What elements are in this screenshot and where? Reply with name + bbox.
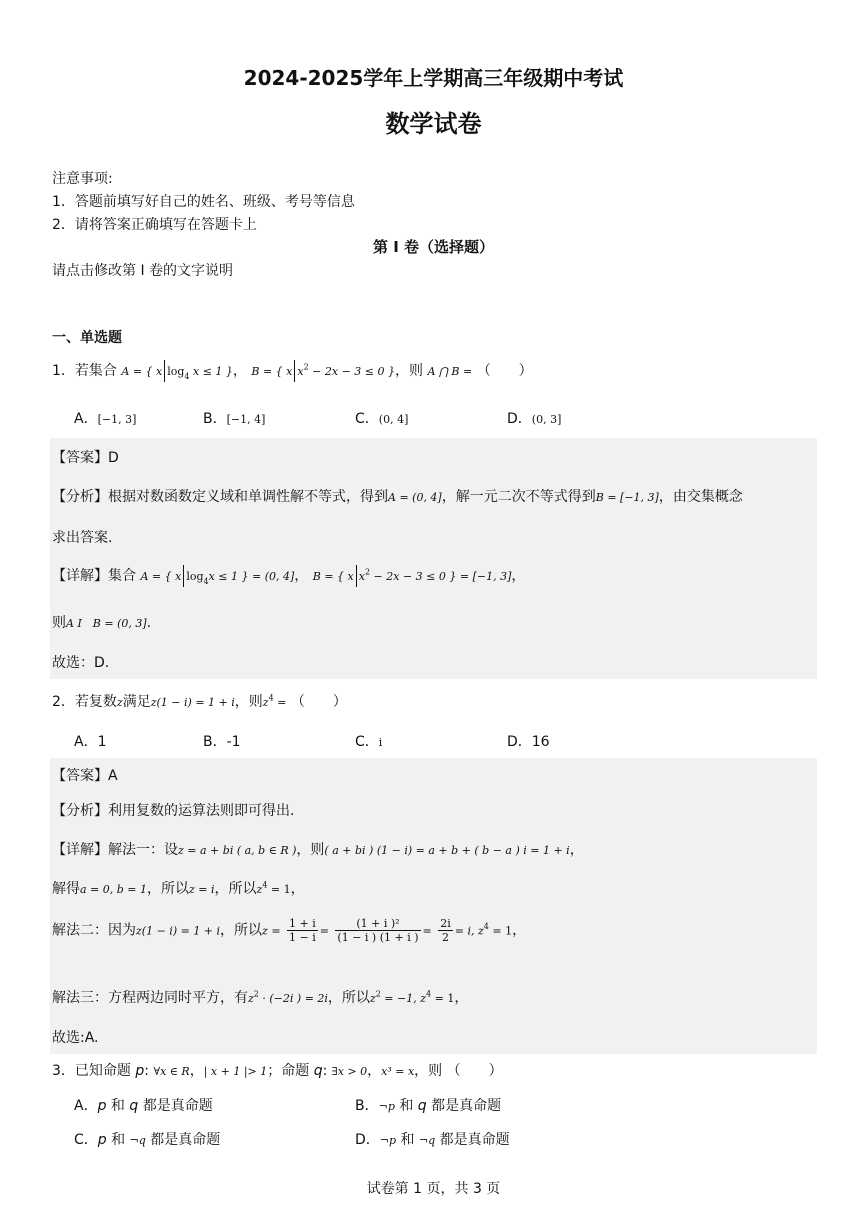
q2-cond: z(1 − i) = 1 + i — [150, 696, 235, 709]
frac-num: 2i — [440, 917, 451, 930]
option-q: q — [417, 1098, 427, 1114]
q3-p-cond2: | x + 1 |> 1 — [203, 1065, 268, 1078]
m3-res-eq: = 1 — [431, 992, 455, 1005]
m3-res-sup: 2 — [375, 989, 381, 999]
q3-p-cond1: ∀x ∈ R — [153, 1065, 190, 1078]
q2-then: ，则 — [234, 694, 263, 710]
q1-setA-cond: log — [167, 365, 185, 378]
question-1 — [52, 360, 533, 382]
q3-option-b[interactable] — [355, 1095, 501, 1115]
q3-q-cond1: ∃x > 0 — [331, 1065, 368, 1078]
answer-tag: 【答案】 — [52, 450, 108, 466]
q3-number: 3． — [52, 1063, 75, 1079]
option-label: D． — [355, 1132, 380, 1148]
q2-z: z — [116, 696, 123, 709]
option-text: 都是真命题 — [435, 1132, 510, 1148]
detail-end: . — [146, 615, 152, 631]
analysis-text: ，由交集概念 — [658, 489, 743, 505]
option-label: B． — [203, 411, 227, 427]
detail-setB-cond: x — [358, 570, 365, 583]
option-label: C． — [355, 734, 379, 750]
m2-z: z = — [262, 924, 281, 938]
m2-cond: z(1 − i) = 1 + i — [136, 924, 221, 938]
detail-setB-rest: − 2x − 3 ≤ 0 } = [−1, 3] — [370, 570, 512, 583]
page-footer: 试卷第 1 页，共 3 页 — [366, 1181, 501, 1197]
q1-option-c[interactable] — [355, 408, 408, 428]
m1b-ab: a = 0, b = 1 — [80, 883, 148, 896]
detail-end: ， — [454, 990, 469, 1006]
detail-text: 解法三：方程两边同时平方，有 — [52, 990, 248, 1006]
q1-option-a[interactable] — [74, 408, 136, 428]
option-label: B． — [355, 1098, 379, 1114]
option-text: 和 — [394, 1098, 418, 1114]
set-bar — [294, 360, 295, 382]
analysis-text: 利用复数的运算法则即可得出. — [108, 803, 295, 819]
q1-comma: ， — [232, 363, 247, 379]
m3-eq: z — [248, 992, 254, 1005]
option-p: p — [97, 1098, 107, 1114]
m1b-z4: z — [256, 883, 263, 896]
q1-analysis — [52, 486, 743, 506]
q1-paren: （ ） — [476, 363, 533, 379]
detail-text: 集合 — [108, 568, 136, 584]
detail-text: 则 — [52, 615, 66, 631]
option-not-q: ¬q — [129, 1134, 146, 1147]
option-text: 都是真命题 — [426, 1098, 502, 1114]
notice-item-1: 1．答题前填写好自己的姓名、班级、考号等信息 — [52, 194, 355, 210]
frac-den: 1 − i — [289, 931, 316, 944]
notice-item-2: 2．请将答案正确填写在答题卡上 — [52, 217, 257, 233]
q2-number: 2． — [52, 694, 75, 710]
q1-detail — [52, 565, 525, 587]
option-label: A． — [74, 411, 98, 427]
option-value: (0, 4] — [378, 413, 409, 426]
answer-tag: 【答案】 — [52, 768, 108, 784]
analysis-text: 根据对数函数定义域和单调性解不等式，得到 — [108, 489, 388, 505]
detail-setA-sub: 4 — [203, 576, 209, 586]
exam-title: 2024-2025学年上学期高三年级期中考试 — [243, 66, 624, 90]
detail-end: ， — [290, 881, 305, 897]
q2-option-d[interactable]: D．16 — [507, 734, 550, 750]
m3-res-rest: = −1, z — [380, 992, 427, 1005]
q2-method-1 — [52, 839, 584, 859]
q3-paren: （ ） — [446, 1063, 503, 1079]
option-text: 都是真命题 — [145, 1132, 221, 1148]
q2-expr-sup: 4 — [268, 693, 274, 703]
exam-subtitle: 数学试卷 — [385, 110, 482, 138]
option-text: 和 — [106, 1132, 130, 1148]
q3-q-cond2: x³ = x — [381, 1065, 415, 1078]
m2-tail-sup: 4 — [483, 921, 489, 931]
detail-text: 解法一：设 — [108, 842, 178, 858]
detail-setA-cond: log — [186, 570, 204, 583]
detail-text: ，所以 — [327, 990, 370, 1006]
notice-heading: 注意事项: — [52, 171, 113, 187]
q1-answer — [52, 447, 119, 467]
q2-pre: 若复数 — [74, 694, 117, 710]
q1-analysis-cont: 求出答案. — [52, 530, 113, 546]
detail-setA-rest: x ≤ 1 } = (0, 4] — [208, 570, 295, 583]
q2-answer — [52, 765, 118, 785]
q3-pre: 已知命题 — [74, 1063, 131, 1079]
option-text: 都是真命题 — [138, 1098, 213, 1114]
analysis-tag: 【分析】 — [52, 489, 108, 505]
m2-eq: = — [319, 924, 329, 938]
q1-solution-box — [50, 438, 817, 679]
q1-setB-cond: x — [297, 365, 304, 378]
set-bar — [164, 360, 165, 382]
frac-num: 1 + i — [289, 917, 316, 930]
frac-den: 2 — [441, 931, 449, 944]
q2-method-2 — [52, 917, 526, 944]
q2-choose: 故选:A. — [52, 1030, 99, 1046]
option-text: 和 — [396, 1132, 419, 1148]
q1-pre: 若集合 — [74, 363, 117, 379]
question-3 — [52, 1060, 503, 1080]
detail-end: ， — [511, 568, 526, 584]
m3-res-sup2: 4 — [426, 989, 432, 999]
detail-comma: ， — [294, 568, 309, 584]
q2-analysis — [52, 800, 294, 820]
q2-method-3 — [52, 987, 468, 1007]
option-value: (0, 3] — [531, 413, 562, 426]
option-label: C． — [74, 1132, 98, 1148]
detail-text: 解法二：因为 — [52, 922, 136, 939]
m1-eq: ( a + bi ) (1 − i) = a + b + ( b − a ) i = 1 + i — [324, 844, 570, 857]
analysis-text: ，解一元二次不等式得到 — [441, 489, 596, 505]
detail-text: ，所以 — [220, 922, 263, 939]
q3-p: p — [135, 1063, 145, 1079]
q1-setA-rest: x ≤ 1 } — [189, 365, 233, 378]
q2-mid: 满足 — [122, 694, 151, 710]
option-not-p: ¬p — [379, 1134, 397, 1147]
m1b-z: z = i — [189, 883, 215, 896]
set-bar — [356, 565, 357, 587]
q1-then: ，则 — [395, 363, 424, 379]
q1-setB: B = { x — [251, 365, 293, 378]
answer-value: A — [108, 768, 118, 784]
detail-text: ，则 — [296, 842, 325, 858]
m1-set: z = a + bi ( a, b ∈ R ) — [178, 844, 297, 857]
detail-setA: A = { x — [140, 570, 182, 583]
question-2 — [52, 691, 347, 711]
q2-method-1b — [52, 878, 305, 898]
m1b-z4-eq: = 1 — [267, 883, 291, 896]
option-label: A． — [74, 1098, 98, 1114]
set-bar — [183, 565, 184, 587]
option-not-p: ¬p — [378, 1100, 395, 1113]
m2-eq: = — [422, 924, 432, 938]
option-value: [−1, 3] — [97, 413, 137, 426]
m2-frac-2 — [335, 917, 420, 944]
q1-number: 1． — [52, 363, 75, 379]
q1-setB-rest: − 2x − 3 ≤ 0 } — [308, 365, 396, 378]
detail-end: ， — [569, 842, 584, 858]
option-label: C． — [355, 411, 379, 427]
option-text: 和 — [106, 1098, 130, 1114]
q2-option-b[interactable]: B．-1 — [203, 734, 241, 750]
m2-tail-eq: = 1 — [488, 924, 513, 938]
detail-setB: B = { x — [312, 570, 354, 583]
q3-colon: : — [322, 1063, 328, 1079]
section-title: 一、单选题 — [52, 330, 122, 346]
option-value: i — [378, 736, 383, 749]
analysis-setA: A = (0, 4] — [388, 491, 442, 504]
q3-colon: : — [144, 1063, 149, 1079]
q1-choose: 故选：D. — [52, 655, 110, 671]
option-value: [−1, 4] — [226, 413, 266, 426]
q3-option-c[interactable] — [74, 1129, 220, 1149]
detail-text: ，所以 — [147, 881, 190, 897]
analysis-setB: B = [−1, 3] — [595, 491, 659, 504]
frac-num: (1 + i )² — [335, 917, 420, 931]
q3-comma: ， — [189, 1063, 204, 1079]
detail-tag: 【详解】 — [52, 568, 108, 584]
q3-comma: ， — [367, 1063, 382, 1079]
m2-tail: = i, z — [454, 924, 484, 938]
q2-option-a[interactable]: A．1 — [74, 734, 107, 750]
q1-detail-2 — [52, 612, 151, 632]
q1-option-d[interactable] — [507, 408, 561, 428]
frac-den: (1 − i ) (1 + i ) — [337, 931, 419, 944]
m2-frac-3 — [438, 917, 453, 944]
option-not-q: ¬q — [418, 1134, 436, 1147]
m1b-z4-sup: 4 — [262, 880, 268, 890]
detail-text: 解得 — [52, 881, 80, 897]
q3-then: ，则 — [414, 1063, 443, 1079]
option-p: p — [97, 1132, 107, 1148]
detail-tag: 【详解】 — [52, 842, 108, 858]
q1-expr: A ⋂ B = — [427, 365, 473, 378]
q3-option-d[interactable] — [355, 1129, 510, 1149]
detail-end: ， — [512, 922, 527, 939]
analysis-tag: 【分析】 — [52, 803, 108, 819]
q3-semi: ；命题 — [267, 1063, 310, 1079]
q3-q: q — [313, 1063, 323, 1079]
option-q: q — [129, 1098, 139, 1114]
m3-res: z — [369, 992, 376, 1005]
q2-expr: z — [262, 696, 269, 709]
q2-option-c[interactable] — [355, 731, 382, 751]
m2-frac-1 — [287, 917, 318, 944]
q2-expr-eq: = — [273, 696, 287, 709]
q1-setB-sup: 2 — [303, 362, 309, 372]
m3-eq-rest: · (−2i ) = 2i — [258, 992, 328, 1005]
volume-title: 第 I 卷（选择题） — [372, 238, 495, 256]
q2-paren: （ ） — [290, 694, 347, 710]
detail-text: ，所以 — [214, 881, 257, 897]
q1-setA: A = { x — [121, 365, 163, 378]
detail-expr: A I B = (0, 3] — [66, 617, 147, 630]
m3-eq-sup: 2 — [253, 989, 259, 999]
option-label: D． — [507, 411, 532, 427]
answer-value: D — [108, 450, 119, 466]
q1-setA-sub: 4 — [184, 371, 190, 381]
detail-setB-sup: 2 — [364, 567, 371, 577]
q1-option-b[interactable] — [203, 408, 265, 428]
volume-note: 请点击修改第 I 卷的文字说明 — [52, 263, 234, 279]
q3-option-a[interactable] — [74, 1095, 213, 1115]
